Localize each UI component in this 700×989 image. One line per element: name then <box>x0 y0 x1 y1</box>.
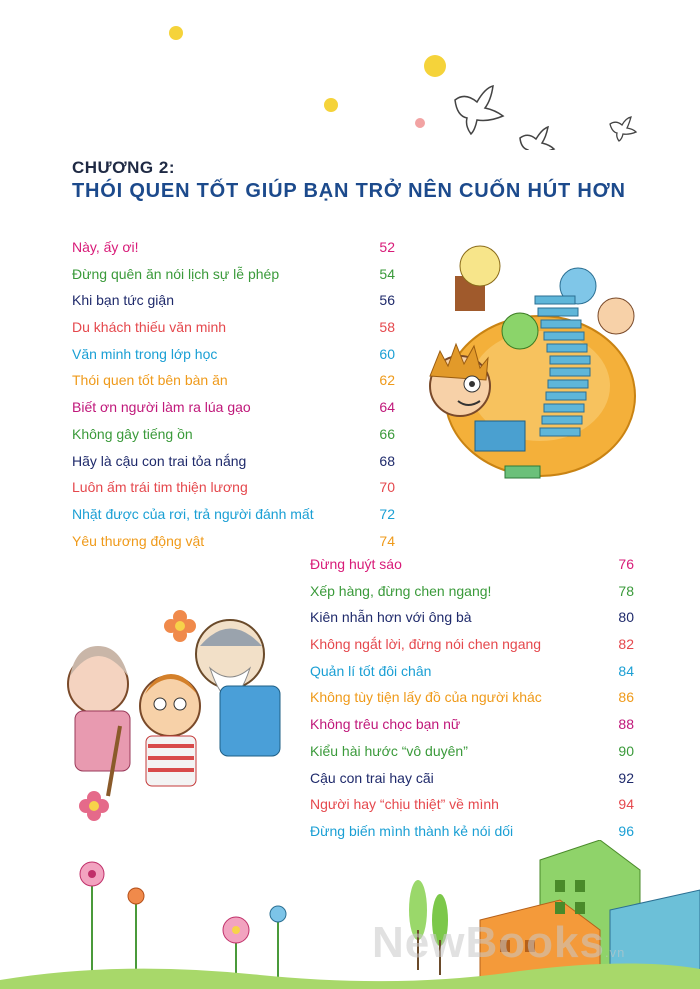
toc-entry-page: 72 <box>379 505 395 522</box>
toc-entry-page: 68 <box>379 452 395 469</box>
toc-entry <box>310 791 634 818</box>
toc-entry <box>72 287 395 314</box>
yellow-dot-icon <box>169 26 183 40</box>
toc-entry <box>72 341 395 368</box>
toc-entry-title: Không trêu chọc bạn nữ <box>310 716 461 733</box>
toc-entry <box>310 684 634 711</box>
toc-entry-title: Đừng huýt sáo <box>310 556 402 572</box>
toc-entry-title: Khi bạn tức giận <box>72 292 174 309</box>
toc-entry-page: 62 <box>379 372 395 389</box>
toc-entry-page: 96 <box>618 822 634 839</box>
yellow-dot-icon <box>424 55 446 77</box>
toc-entry-title: Đừng quên ăn nói lịch sự lễ phép <box>72 265 280 282</box>
toc-entry-page: 78 <box>618 582 634 599</box>
toc-entry-title: Này, ấy ơi! <box>72 239 139 255</box>
toc-entry-page: 94 <box>618 796 634 813</box>
toc-entry <box>72 367 395 394</box>
toc-entry-title: Du khách thiếu văn minh <box>72 319 227 336</box>
toc-right-column <box>310 551 634 845</box>
toc-entry-page: 66 <box>379 425 395 442</box>
toc-entry-title: Kiểu hài hước “vô duyên” <box>310 742 468 759</box>
toc-entry <box>72 474 395 501</box>
toc-entry-title: Đừng biến mình thành kẻ nói dối <box>310 822 514 839</box>
toc-entry-page: 52 <box>379 239 395 255</box>
toc-entry-page: 60 <box>379 345 395 362</box>
kids-reading-illustration <box>420 236 640 496</box>
toc-entry-page: 86 <box>618 689 634 706</box>
toc-entry-title: Kiên nhẫn hơn với ông bà <box>310 609 472 626</box>
toc-entry <box>310 578 634 605</box>
toc-entry <box>72 234 395 261</box>
toc-entry-title: Quản lí tốt đôi chân <box>310 662 432 679</box>
toc-entry-title: Luôn ấm trái tim thiện lương <box>72 479 248 496</box>
toc-entry <box>310 738 634 765</box>
toc-entry-title: Thói quen tốt bên bàn ăn <box>72 372 228 389</box>
chapter-title: THÓI QUEN TỐT GIÚP BẠN TRỞ NÊN CUỐN HÚT HƠN <box>72 180 626 202</box>
flower-icon <box>79 791 109 821</box>
toc-entry <box>310 711 634 738</box>
toc-entry <box>310 551 634 578</box>
chapter-label: CHƯƠNG 2: <box>72 158 175 177</box>
toc-entry <box>310 658 634 685</box>
toc-entry <box>310 631 634 658</box>
toc-entry-title: Không gây tiếng ồn <box>72 425 193 442</box>
bird-icon <box>610 117 636 141</box>
toc-entry-title: Văn minh trong lớp học <box>72 345 218 362</box>
watermark <box>372 918 625 968</box>
toc-entry-title: Yêu thương động vật <box>72 532 205 549</box>
yellow-dot-icon <box>324 98 338 112</box>
toc-entry-page: 64 <box>379 399 395 416</box>
toc-entry-title: Cậu con trai hay cãi <box>310 769 434 786</box>
top-decoration <box>0 0 700 150</box>
bird-icon <box>520 127 554 150</box>
toc-entry-title: Nhặt được của rơi, trả người đánh mất <box>72 505 314 522</box>
toc-entry-title: Người hay “chịu thiệt” về mình <box>310 796 499 813</box>
toc-entry-title: Không tùy tiện lấy đồ của người khác <box>310 689 542 706</box>
toc-entry-page: 88 <box>618 716 634 733</box>
toc-entry-title: Biết ơn người làm ra lúa gạo <box>72 399 251 416</box>
toc-entry-title: Không ngắt lời, đừng nói chen ngang <box>310 636 542 653</box>
watermark-text: NewBooks <box>372 918 605 967</box>
toc-entry-page: 90 <box>618 742 634 759</box>
grandparents-illustration <box>60 606 300 826</box>
toc-entry-page: 58 <box>379 319 395 336</box>
toc-entry <box>310 604 634 631</box>
toc-entry-page: 84 <box>618 662 634 679</box>
toc-entry <box>72 421 395 448</box>
toc-entry <box>72 314 395 341</box>
flower-icon <box>164 610 196 642</box>
toc-entry-page: 56 <box>379 292 395 309</box>
toc-entry <box>72 261 395 288</box>
toc-entry-page: 80 <box>618 609 634 626</box>
watermark-suffix: .vn <box>604 945 626 960</box>
toc-entry <box>72 501 395 528</box>
toc-entry <box>72 394 395 421</box>
bird-icon <box>455 86 503 134</box>
toc-entry-page: 92 <box>618 769 634 786</box>
toc-entry <box>310 765 634 792</box>
toc-entry-page: 82 <box>618 636 634 653</box>
toc-left-column <box>72 234 395 554</box>
toc-entry-page: 54 <box>379 265 395 282</box>
toc-entry-page: 76 <box>618 556 634 572</box>
toc-entry-title: Hãy là cậu con trai tỏa nắng <box>72 452 247 469</box>
toc-entry-title: Xếp hàng, đừng chen ngang! <box>310 582 492 599</box>
toc-entry-page: 70 <box>379 479 395 496</box>
pink-dot-icon <box>415 118 425 128</box>
toc-entry <box>72 448 395 475</box>
toc-entry-page: 74 <box>379 532 395 549</box>
